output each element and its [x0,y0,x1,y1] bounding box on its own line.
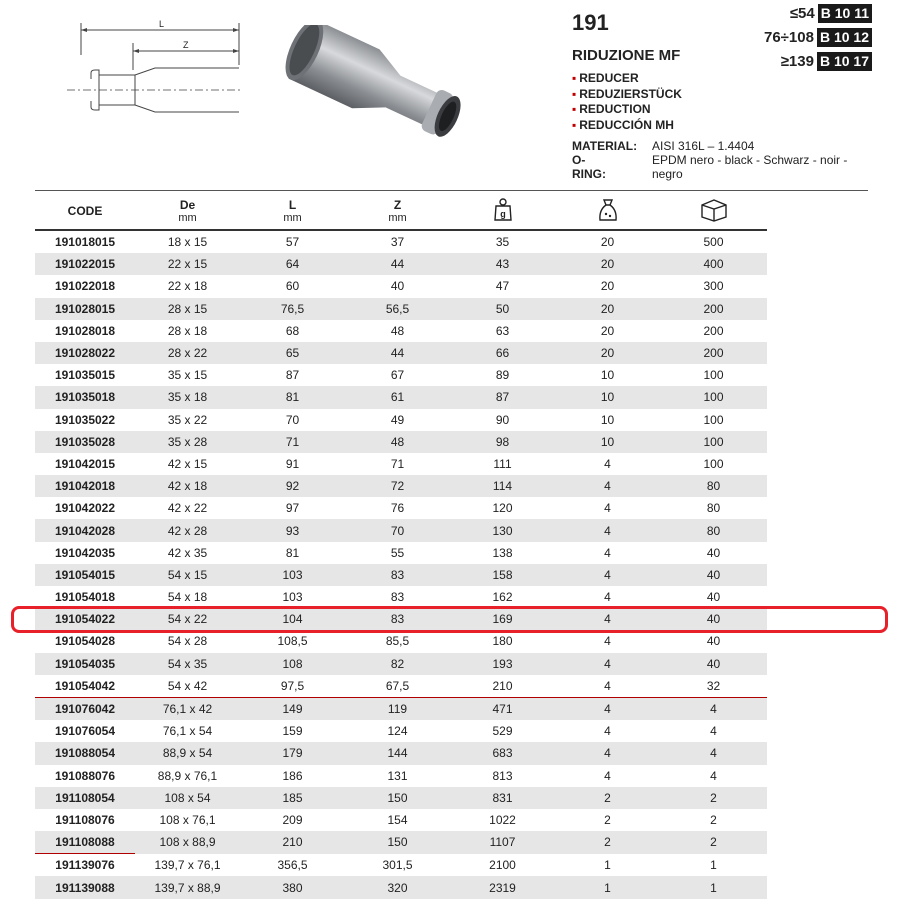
cell-code: 191088076 [54,768,116,783]
cell-l: 76,5 [240,298,345,320]
cell-code: 191139088 [35,876,135,898]
size-range: 76÷108 [764,29,814,46]
cell-de: 28 x 22 [135,342,240,364]
cell-bag-qty: 20 [600,323,615,338]
cell-l: 87 [285,368,300,383]
table-row [35,564,767,586]
cell-z: 76 [390,501,405,516]
translation-item: ▪ REDUCER [572,71,682,87]
cell-l: 186 [282,768,303,783]
cell-l: 103 [282,590,303,605]
cell-z: 131 [387,768,408,783]
cell-z: 150 [345,787,450,809]
size-code-row [764,3,872,24]
cell-box-qty: 2 [660,787,767,809]
cell-bag-qty: 4 [555,697,660,720]
translation-item: ▪ REDUCTION [572,102,682,118]
cell-weight: 169 [450,608,555,630]
cell-weight: 162 [492,590,513,605]
table-row [35,298,767,320]
cell-box-qty: 40 [660,653,767,675]
size-code-row [764,51,872,72]
cell-bag-qty: 4 [555,564,660,586]
cell-box-qty: 100 [660,386,767,408]
cell-l: 57 [285,235,300,250]
cell-l: 65 [240,342,345,364]
cell-bag-qty: 20 [600,279,615,294]
cell-code: 191054035 [35,653,135,675]
table-row [35,876,767,898]
material-value: AISI 316L – 1.4404 [652,139,755,153]
cell-de: 35 x 28 [135,431,240,453]
cell-weight: 813 [492,768,513,783]
table-row [35,697,767,720]
cell-bag-qty: 20 [600,235,615,250]
cell-weight: 683 [450,742,555,764]
cell-l: 149 [240,697,345,720]
cell-code: 191054018 [54,590,116,605]
cell-box-qty: 200 [660,298,767,320]
cell-box-qty: 200 [703,323,724,338]
cell-code: 191054015 [35,564,135,586]
cell-l: 108 [240,653,345,675]
cell-box-qty: 4 [660,742,767,764]
header-unit: mm [388,212,407,224]
cell-de: 88,9 x 54 [135,742,240,764]
cell-z: 85,5 [385,634,410,649]
table-row [35,854,767,877]
cell-code: 191108076 [55,812,115,827]
cell-weight: 130 [450,519,555,541]
cell-z: 44 [345,342,450,364]
cell-l: 108,5 [277,634,308,649]
cell-box-qty: 4 [710,724,717,739]
divider [35,190,868,191]
cell-code: 191042028 [35,519,135,541]
cell-l: 104 [240,608,345,630]
cell-weight: 2100 [489,858,516,873]
cell-weight: 50 [450,298,555,320]
cell-code: 191022018 [54,279,116,294]
cell-bag-qty: 4 [604,634,611,649]
cell-z: 119 [345,697,450,720]
cell-z: 40 [390,279,405,294]
column-header-code: CODE [35,193,135,230]
table-row [35,386,767,408]
cell-bag-qty: 4 [555,608,660,630]
cell-l: 103 [240,564,345,586]
cell-weight: 138 [492,545,513,560]
cell-z: 70 [345,519,450,541]
cell-code: 191035022 [54,412,116,427]
cell-de: 54 x 28 [167,634,208,649]
cell-weight: 193 [450,653,555,675]
product-translations [572,71,682,133]
cell-z: 154 [387,812,408,827]
product-code: 191 [572,10,609,35]
column-header-z [345,193,450,230]
cell-de: 108 x 88,9 [135,831,240,854]
cell-box-qty: 500 [703,235,724,250]
cell-bag-qty: 4 [604,768,611,783]
table-row [35,497,767,519]
weight-icon-letter: g [499,208,506,219]
cell-de: 139,7 x 88,9 [135,876,240,898]
cell-box-qty: 80 [660,519,767,541]
cell-box-qty: 300 [703,279,724,294]
cell-l: 356,5 [277,858,308,873]
cell-z: 48 [345,431,450,453]
cell-code: 191028018 [54,323,116,338]
cell-de: 76,1 x 54 [162,724,213,739]
cell-box-qty: 32 [660,675,767,698]
size-range: ≤54 [789,5,815,22]
cell-z: 83 [345,608,450,630]
cell-bag-qty: 10 [555,431,660,453]
cell-code: 191042018 [35,475,135,497]
cell-bag-qty: 4 [555,653,660,675]
cell-box-qty: 2 [710,812,717,827]
table-row [35,586,767,608]
cell-weight: 35 [495,235,510,250]
cell-de: 108 x 54 [135,787,240,809]
table-row [35,453,767,475]
cell-code: 191042035 [54,545,116,560]
cell-de: 139,7 x 76,1 [154,858,221,873]
size-code-badge: B 10 11 [818,4,872,23]
reducer-product-image [285,25,485,145]
cell-code: 191035015 [54,368,116,383]
oring-label: O-RING: [572,153,606,181]
size-range: ≥139 [780,53,814,70]
cell-box-qty: 40 [706,634,721,649]
table-row [35,431,767,453]
cell-l: 92 [240,475,345,497]
table-row [35,742,767,764]
table-row [35,675,767,698]
cell-z: 144 [345,742,450,764]
cell-bag-qty: 4 [604,456,611,471]
cell-bag-qty: 4 [604,724,611,739]
translation-item: ▪ REDUCCIÓN MH [572,118,682,134]
cell-de: 35 x 18 [135,386,240,408]
cell-de: 28 x 18 [167,323,208,338]
cell-code: 191076054 [54,724,116,739]
cell-z: 150 [345,831,450,854]
cell-bag-qty: 4 [604,501,611,516]
cell-z: 61 [345,386,450,408]
cell-code: 191042022 [54,501,116,516]
cell-weight: 210 [450,675,555,698]
cell-box-qty: 2 [660,831,767,854]
cell-z: 49 [390,412,405,427]
cell-z: 82 [345,653,450,675]
cell-code: 191042015 [54,456,116,471]
cell-weight: 111 [493,456,512,471]
cell-l: 97,5 [240,675,345,698]
cell-weight: 89 [495,368,510,383]
cell-code: 191018015 [54,235,116,250]
cell-weight: 120 [492,501,513,516]
cell-box-qty: 400 [660,253,767,275]
cell-z: 124 [387,724,408,739]
table-row [35,230,767,253]
cell-box-qty: 80 [660,475,767,497]
cell-bag-qty: 4 [555,475,660,497]
cell-bag-qty: 4 [555,742,660,764]
column-header-l [240,193,345,230]
dimension-label-z: Z [183,40,189,50]
cell-weight: 47 [495,279,510,294]
cell-z: 56,5 [345,298,450,320]
size-code-badge: B 10 12 [817,28,872,47]
header-unit: mm [178,212,197,224]
cell-code: 191054042 [35,675,135,698]
cell-bag-qty: 10 [600,412,615,427]
cell-code: 191028022 [35,342,135,364]
cell-bag-qty: 1 [555,876,660,898]
table-header-row [35,193,767,230]
table-row [35,720,767,742]
cell-de: 42 x 22 [167,501,208,516]
cell-de: 42 x 35 [167,545,208,560]
translation-item: ▪ REDUZIERSTÜCK [572,87,682,103]
table-row [35,475,767,497]
cell-z: 72 [345,475,450,497]
cell-l: 93 [240,519,345,541]
cell-z: 301,5 [382,858,413,873]
cell-z: 83 [345,564,450,586]
cell-z: 83 [390,590,405,605]
size-code-badge: B 10 17 [817,52,872,71]
table-row [35,342,767,364]
cell-de: 42 x 18 [135,475,240,497]
box-icon [699,198,729,222]
cell-z: 67,5 [345,675,450,698]
cell-de: 54 x 22 [135,608,240,630]
cell-weight: 158 [450,564,555,586]
cell-weight: 98 [450,431,555,453]
cell-bag-qty: 10 [600,368,615,383]
cell-box-qty: 100 [703,368,724,383]
oring-value: EPDM nero - black - Schwarz - noir - negro [652,153,848,181]
table-row [35,409,767,431]
cell-box-qty: 100 [660,431,767,453]
cell-code: 191054022 [35,608,135,630]
cell-box-qty: 40 [706,590,721,605]
cell-bag-qty: 4 [604,545,611,560]
size-code-legend [764,0,872,72]
cell-l: 179 [240,742,345,764]
cell-z: 37 [390,235,405,250]
cell-z: 71 [390,456,405,471]
cell-de: 28 x 15 [135,298,240,320]
product-table [35,193,767,899]
cell-box-qty: 40 [660,608,767,630]
cell-de: 54 x 18 [167,590,208,605]
cell-bag-qty: 4 [555,519,660,541]
cell-l: 185 [240,787,345,809]
table-row [35,787,767,809]
cell-box-qty: 4 [660,697,767,720]
cell-code: 191028015 [35,298,135,320]
dimension-label-l: L [159,19,165,29]
size-code-row [764,27,872,48]
bag-icon [596,198,620,222]
cell-code: 191139076 [55,858,115,873]
cell-code: 191054028 [54,634,116,649]
cell-de: 54 x 35 [135,653,240,675]
cell-de: 108 x 76,1 [159,812,216,827]
cell-box-qty: 40 [660,564,767,586]
cell-weight: 43 [450,253,555,275]
cell-box-qty: 200 [660,342,767,364]
cell-weight: 63 [495,323,510,338]
cell-weight: 1107 [450,831,555,854]
table-row [35,542,767,564]
cell-z: 48 [390,323,405,338]
cell-code: 191108054 [35,787,135,809]
table-row [35,275,767,297]
cell-bag-qty: 20 [555,342,660,364]
cell-box-qty: 80 [706,501,721,516]
table-row [35,765,767,787]
table-row [35,630,767,652]
cell-box-qty: 1 [710,858,717,873]
cell-de: 18 x 15 [167,235,208,250]
cell-code: 191108088 [35,831,135,854]
table-row [35,320,767,342]
cell-de: 88,9 x 76,1 [157,768,218,783]
table-row [35,364,767,386]
cell-box-qty: 100 [703,456,724,471]
column-header-box [660,193,767,230]
cell-code: 191088054 [35,742,135,764]
cell-code: 191035028 [35,431,135,453]
cell-z: 67 [390,368,405,383]
cell-de: 76,1 x 42 [135,697,240,720]
cell-bag-qty: 20 [555,298,660,320]
cell-weight: 471 [450,697,555,720]
table-row [35,653,767,675]
cell-weight: 180 [492,634,513,649]
cell-de: 22 x 18 [167,279,208,294]
cell-box-qty: 4 [710,768,717,783]
cell-z: 55 [390,545,405,560]
table-row [35,519,767,541]
cell-l: 210 [240,831,345,854]
cell-de: 42 x 28 [135,519,240,541]
material-label: MATERIAL: [572,139,638,153]
highlighted-row-outline [11,606,888,633]
product-name: RIDUZIONE MF [572,47,681,64]
cell-l: 71 [240,431,345,453]
cell-bag-qty: 4 [555,675,660,698]
cell-l: 209 [282,812,303,827]
cell-l: 380 [240,876,345,898]
table-row [35,253,767,275]
header-label: L [288,198,297,212]
cell-bag-qty: 2 [555,787,660,809]
cell-weight: 529 [492,724,513,739]
cell-box-qty: 40 [706,545,721,560]
cell-weight: 1022 [489,812,516,827]
reducer-technical-drawing [55,15,245,125]
cell-l: 64 [240,253,345,275]
cell-code: 191022015 [35,253,135,275]
cell-l: 97 [285,501,300,516]
cell-bag-qty: 2 [555,831,660,854]
cell-bag-qty: 1 [604,858,611,873]
table-row [35,831,767,854]
column-header-bag [555,193,660,230]
cell-bag-qty: 20 [555,253,660,275]
cell-l: 60 [285,279,300,294]
cell-de: 22 x 15 [135,253,240,275]
cell-weight: 90 [495,412,510,427]
weight-icon [493,198,513,222]
header-label: Z [393,198,402,212]
cell-box-qty: 100 [703,412,724,427]
cell-bag-qty: 2 [604,812,611,827]
cell-z: 320 [345,876,450,898]
cell-z: 44 [345,253,450,275]
cell-weight: 66 [450,342,555,364]
column-header-de [135,193,240,230]
cell-l: 81 [240,386,345,408]
cell-weight: 831 [450,787,555,809]
cell-box-qty: 1 [660,876,767,898]
cell-code: 191035018 [35,386,135,408]
cell-l: 91 [285,456,300,471]
cell-de: 35 x 15 [167,368,208,383]
cell-weight: 87 [450,386,555,408]
cell-de: 54 x 15 [135,564,240,586]
cell-l: 68 [285,323,300,338]
cell-de: 42 x 15 [167,456,208,471]
cell-l: 159 [282,724,303,739]
table-row [35,809,767,831]
cell-code: 191076042 [35,697,135,720]
cell-bag-qty: 4 [604,590,611,605]
header-label: De [179,198,196,212]
cell-bag-qty: 10 [555,386,660,408]
cell-l: 70 [285,412,300,427]
cell-de: 35 x 22 [167,412,208,427]
cell-l: 81 [285,545,300,560]
cell-weight: 2319 [450,876,555,898]
cell-weight: 114 [450,475,555,497]
column-header-weight [450,193,555,230]
header-unit: mm [283,212,302,224]
cell-de: 54 x 42 [135,675,240,698]
